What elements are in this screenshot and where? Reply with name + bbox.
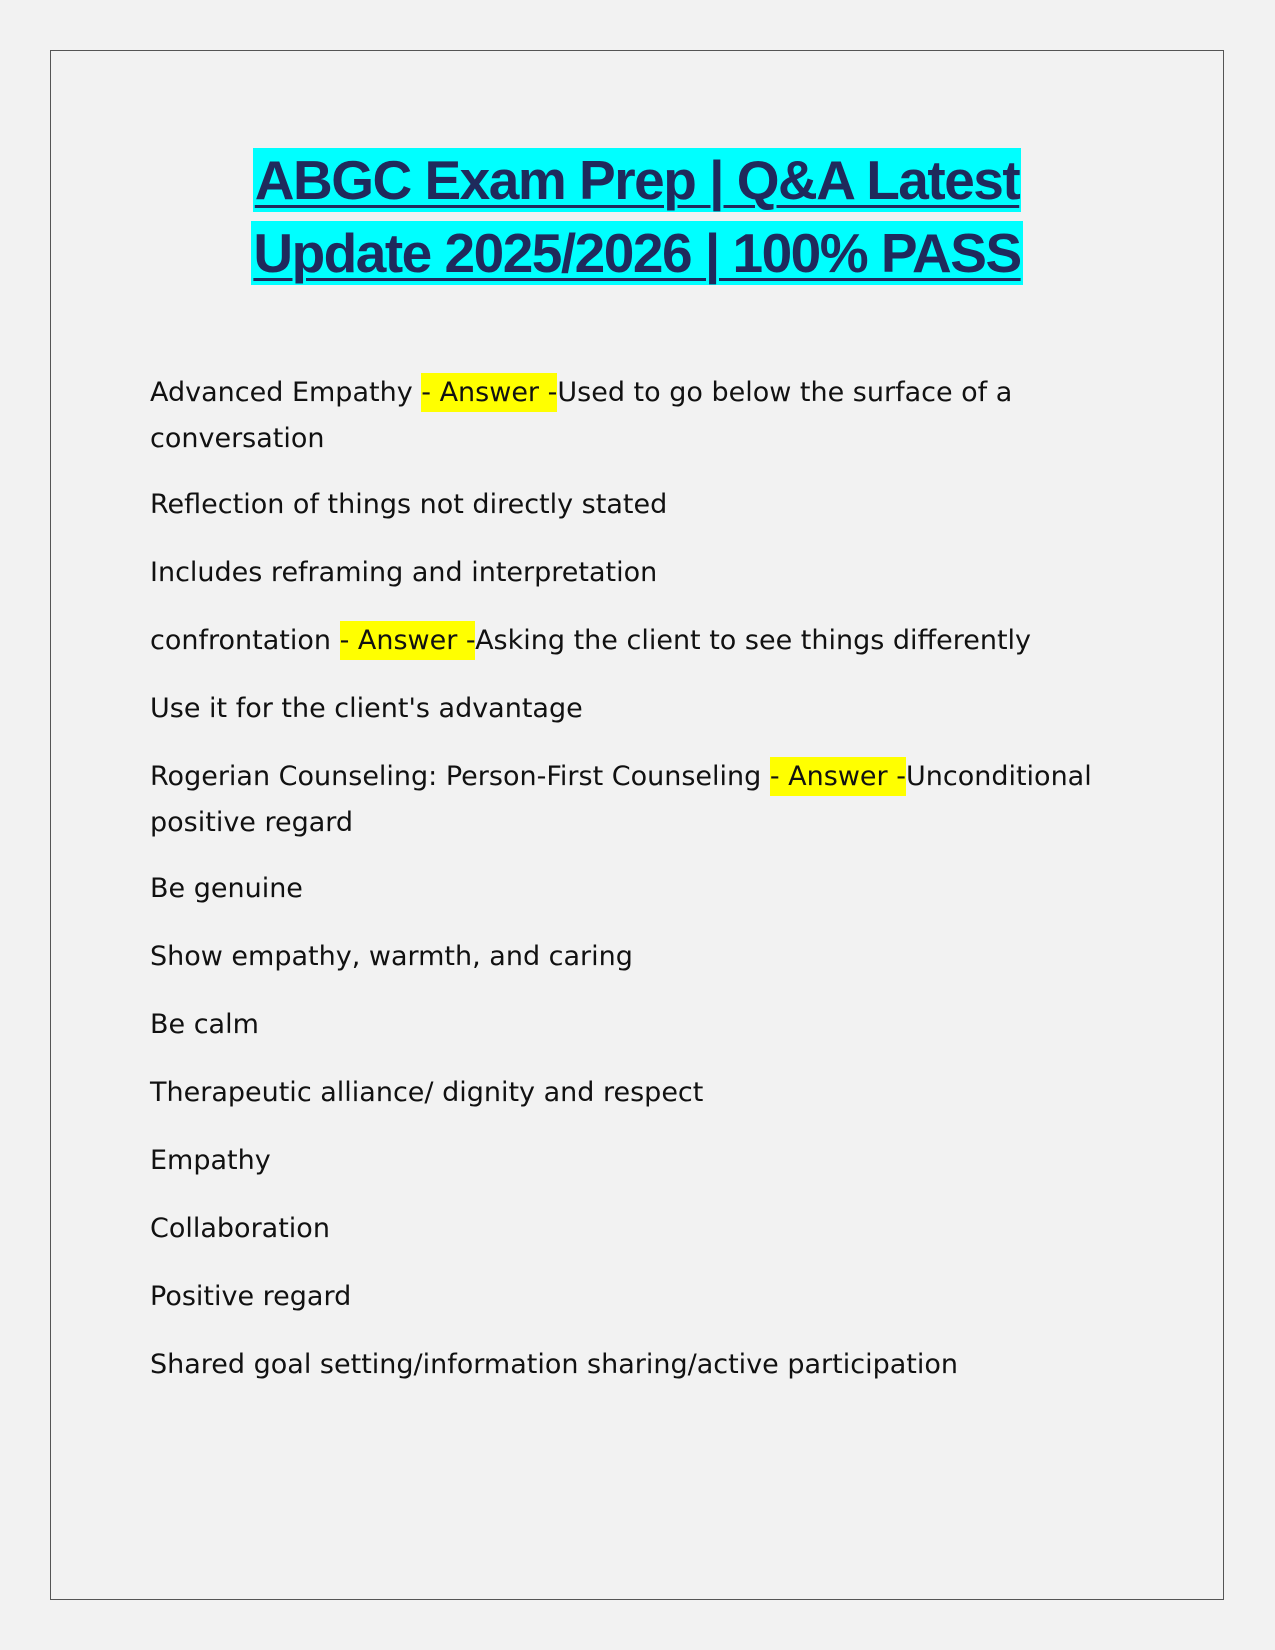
title-line-1: ABGC Exam Prep | Q&A Latest [254, 149, 1020, 211]
answer-line: Be genuine [150, 873, 303, 904]
entry-answer: Asking the client to see things differently [475, 625, 1032, 656]
entry-term: Advanced Empathy [150, 377, 422, 408]
answer-line: Show empathy, warmth, and caring [150, 941, 633, 972]
answer-line: Reflection of things not directly stated [150, 489, 668, 520]
qa-list [150, 370, 1100, 1410]
answer-marker: - Answer - [770, 757, 906, 796]
title-line-2: Update 2025/2026 | 100% PASS [253, 222, 1021, 284]
answer-line: Use it for the client's advantage [150, 693, 583, 724]
answer-line: Positive regard [150, 1281, 352, 1312]
document-title [50, 148, 1224, 294]
qa-entry-advanced-empathy [150, 370, 1100, 462]
answer-line: Shared goal setting/information sharing/active participation [150, 1349, 958, 1380]
answer-line: Includes reframing and interpretation [150, 557, 658, 588]
entry-term: Rogerian Counseling: Person-First Counseling [150, 761, 770, 792]
entry-answer: Used to go below the surface of a conversation [150, 377, 1013, 454]
answer-line: Empathy [150, 1145, 271, 1176]
answer-marker: - Answer - [421, 373, 557, 412]
answer-line: Be calm [150, 1009, 259, 1040]
qa-entry-confrontation [150, 618, 1100, 666]
qa-entry-rogerian-counseling [150, 754, 1100, 846]
answer-marker: - Answer - [340, 621, 476, 660]
entry-term: confrontation [150, 625, 340, 656]
answer-line: Therapeutic alliance/ dignity and respect [150, 1077, 704, 1108]
answer-line: Collaboration [150, 1213, 330, 1244]
entry-answer: Unconditional positive regard [150, 761, 1092, 838]
